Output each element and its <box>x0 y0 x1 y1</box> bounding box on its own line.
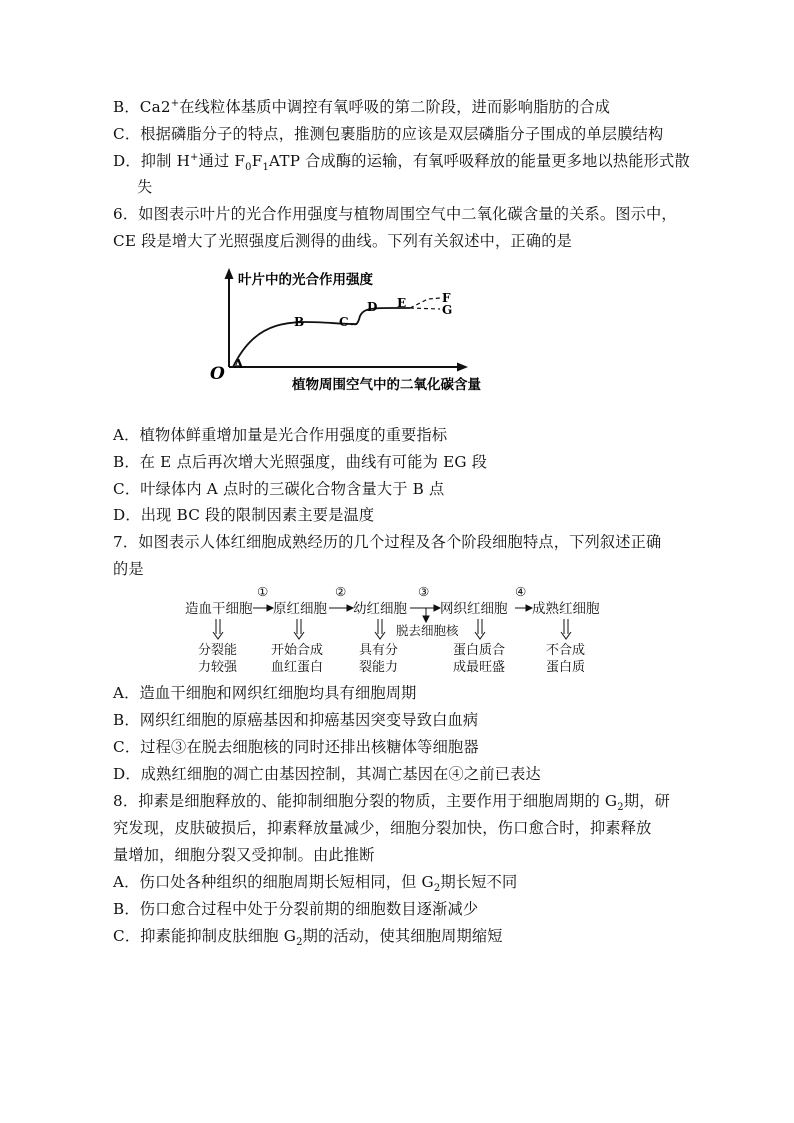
feature-2-line1: 开始合成 <box>271 643 324 658</box>
down-arrow-1 <box>213 619 223 639</box>
feature-1-line2: 力较强 <box>198 660 238 675</box>
point-d-label: D <box>367 300 378 314</box>
feature-4-line2: 成最旺盛 <box>453 660 506 675</box>
stage-proerythroblast: 原红细胞 <box>273 601 327 617</box>
feature-3-line1: 具有分 <box>359 643 399 658</box>
q6-stem-line2: CE 段是增大了光照强度后测得的曲线。下列有关叙述中，正确的是 <box>113 232 572 250</box>
q8-stem-line2: 究发现，皮肤破损后，抑素释放量减少，细胞分裂加快，伤口愈合时，抑素释放 <box>113 819 652 837</box>
stage-reticulocyte: 网织红细胞 <box>440 601 508 617</box>
point-e-label: E <box>397 296 407 310</box>
arrowhead-3-branch <box>423 616 429 622</box>
q5-option-d-continued: 失 <box>137 178 153 196</box>
q7-option-d: D．成熟红细胞的凋亡由基因控制，其凋亡基因在④之前已表达 <box>113 765 541 783</box>
feature-2-line2: 血红蛋白 <box>271 660 324 675</box>
feature-5-line1: 不合成 <box>546 643 586 658</box>
q8-option-b: B．伤口愈合过程中处于分裂前期的细胞数目逐渐减少 <box>113 900 479 918</box>
y-axis-arrow <box>225 268 234 279</box>
x-axis-label: 植物周围空气中的二氧化碳含量 <box>292 377 481 393</box>
point-g-label: G <box>442 303 453 317</box>
q8-option-c: C．抑素能抑制皮肤细胞 $G_2$期的活动，使其细胞周期缩短 <box>113 927 503 949</box>
point-c-label: C <box>339 315 349 329</box>
curve-eg <box>410 308 440 309</box>
x-axis-arrow <box>457 363 468 372</box>
down-arrow-4 <box>475 619 485 639</box>
process-3-marker: ③ <box>418 584 430 599</box>
q8-stem-line3: 量增加，细胞分裂又受抑制。由此推断 <box>113 846 375 864</box>
q7-option-b: B．网织红细胞的原癌基因和抑癌基因突变导致白血病 <box>113 711 479 729</box>
point-f-label: F <box>442 291 451 305</box>
origin-label: O <box>210 364 225 384</box>
q7-option-c: C．过程③在脱去细胞核的同时还排出核糖体等细胞器 <box>113 738 479 756</box>
q7-option-a: A．造血干细胞和网织红细胞均具有细胞周期 <box>113 684 417 702</box>
q6-stem-line1: 6．如图表示叶片的光合作用强度与植物周围空气中二氧化碳含量的关系。图示中， <box>113 205 677 223</box>
process-2-marker: ② <box>335 584 347 599</box>
stage-mature-erythrocyte: 成熟红细胞 <box>532 601 600 617</box>
process-4-marker: ④ <box>515 584 527 599</box>
down-arrow-5 <box>561 619 571 639</box>
feature-4-line1: 蛋白质合 <box>453 643 506 658</box>
q6-option-b: B．在 E 点后再次增大光照强度，曲线有可能为 EG 段 <box>113 453 488 471</box>
stage-hematopoietic-stem-cell: 造血干细胞 <box>185 601 253 617</box>
process-1-marker: ① <box>257 584 269 599</box>
down-arrow-3 <box>375 619 385 639</box>
down-arrow-2 <box>294 619 304 639</box>
q8-option-a: A．伤口处各种组织的细胞周期长短相同，但 $G_2$期长短不同 <box>113 873 518 895</box>
stage-erythroblast: 幼红细胞 <box>353 601 407 617</box>
curve-cde <box>350 308 410 324</box>
red-cell-maturation-flowchart <box>170 582 630 682</box>
feature-1-line1: 分裂能 <box>198 643 238 658</box>
curve-ef <box>410 298 440 308</box>
photosynthesis-graph <box>200 262 590 407</box>
point-b-label: B <box>294 315 305 329</box>
q8-stem-line1: 8．抑素是细胞释放的、能抑制细胞分裂的物质，主要作用于细胞周期的 $G_2$期，研 <box>113 792 670 814</box>
y-axis-label: 叶片中的光合作用强度 <box>238 272 373 288</box>
q5-option-c: C．根据磷脂分子的特点，推测包裹脂肪的应该是双层磷脂分子围成的单层膜结构 <box>113 125 664 143</box>
feature-3-line2: 裂能力 <box>359 660 399 675</box>
q6-option-d: D．出现 BC 段的限制因素主要是温度 <box>113 506 375 524</box>
q7-stem-line2: 的是 <box>113 560 144 578</box>
point-a-label: A <box>234 357 244 371</box>
q7-stem-line1: 7．如图表示人体红细胞成熟经历的几个过程及各个阶段细胞特点，下列叙述正确 <box>113 533 662 551</box>
q5-option-b: B．Ca2+在线粒体基质中调控有氧呼吸的第二阶段，进而影响脂肪的合成 <box>113 97 611 116</box>
q6-option-c: C．叶绿体内 A 点时的三碳化合物含量大于 B 点 <box>113 480 445 498</box>
feature-5-line2: 蛋白质 <box>546 660 586 675</box>
q6-option-a: A．植物体鲜重增加量是光合作用强度的重要指标 <box>113 426 448 444</box>
nucleus-removal-label: 脱去细胞核 <box>396 623 459 638</box>
q5-option-d: D．抑制 H+通过 $F_0F_1ATP$ 合成酶的运输，有氧呼吸释放的能量更多地以热能形式散 <box>113 151 690 174</box>
